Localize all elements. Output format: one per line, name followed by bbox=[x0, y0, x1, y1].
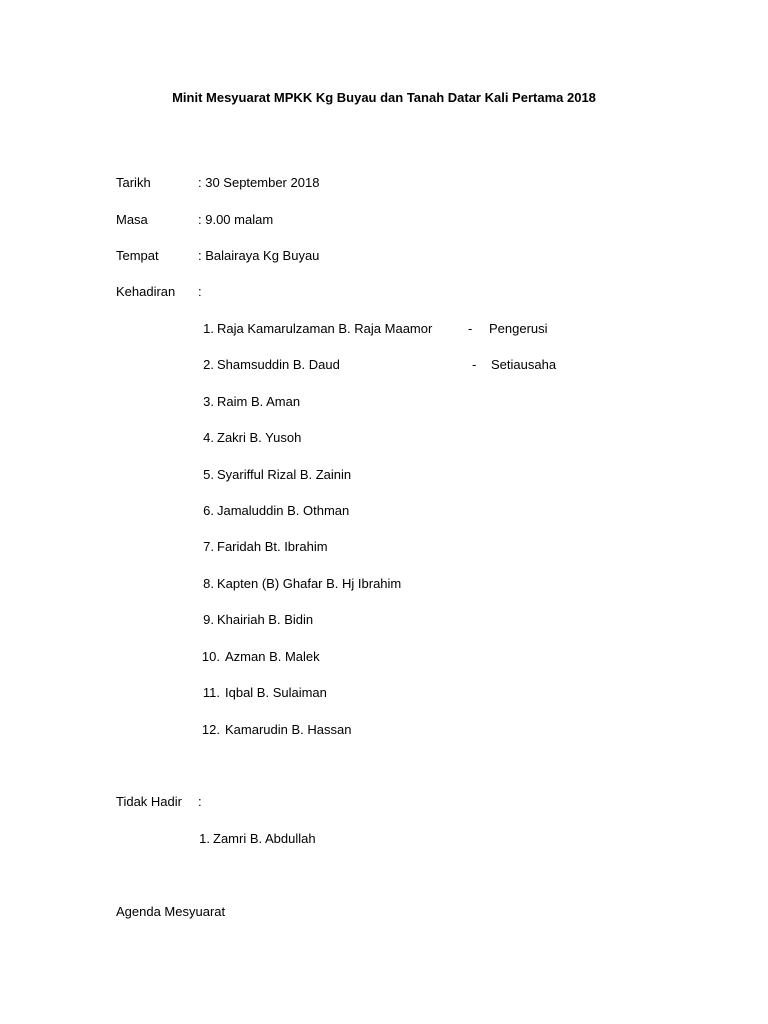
attendee-name: Zakri B. Yusoh bbox=[217, 430, 302, 445]
field-value-kehadiran: : bbox=[198, 284, 202, 299]
field-label-tarikh: Tarikh bbox=[116, 175, 151, 190]
field-label-tempat: Tempat bbox=[116, 248, 159, 263]
attendee-role: Pengerusi bbox=[489, 321, 548, 336]
attendee-name: Azman B. Malek bbox=[225, 649, 320, 664]
attendee-role-dash: - bbox=[472, 357, 477, 372]
attendee-name: Kapten (B) Ghafar B. Hj Ibrahim bbox=[217, 576, 402, 591]
attendee-name: Raim B. Aman bbox=[217, 394, 301, 409]
absent-colon: : bbox=[198, 794, 202, 809]
field-value-masa: : 9.00 malam bbox=[198, 212, 274, 227]
attendee-name: Faridah Bt. Ibrahim bbox=[217, 539, 328, 554]
attendee-name: Kamarudin B. Hassan bbox=[225, 722, 352, 737]
field-value-tempat: : Balairaya Kg Buyau bbox=[198, 248, 320, 263]
attendee-number: 6. bbox=[203, 503, 214, 518]
agenda-heading: Agenda Mesyuarat bbox=[116, 904, 226, 919]
field-label-masa: Masa bbox=[116, 212, 148, 227]
attendee-name: Syarifful Rizal B. Zainin bbox=[217, 467, 352, 482]
attendee-name: Iqbal B. Sulaiman bbox=[225, 685, 327, 700]
attendee-number: 1. bbox=[203, 321, 214, 336]
attendee-number: 8. bbox=[203, 576, 214, 591]
attendee-number: 7. bbox=[203, 539, 214, 554]
attendee-number: 9. bbox=[203, 612, 214, 627]
attendee-number: 11. bbox=[202, 685, 220, 700]
attendee-number: 2. bbox=[203, 357, 214, 372]
attendee-number: 3. bbox=[203, 394, 214, 409]
attendee-name: Jamaluddin B. Othman bbox=[217, 503, 350, 518]
field-value-tarikh: : 30 September 2018 bbox=[198, 175, 320, 190]
attendee-number: 10. bbox=[201, 649, 220, 664]
absent-number: 1. bbox=[199, 831, 210, 846]
document-title: Minit Mesyuarat MPKK Kg Buyau dan Tanah Datar Kali Pertama 2018 bbox=[172, 90, 596, 105]
attendee-number: 4. bbox=[203, 430, 214, 445]
field-label-kehadiran: Kehadiran bbox=[116, 284, 176, 299]
attendee-role: Setiausaha bbox=[491, 357, 557, 372]
attendee-name: Raja Kamarulzaman B. Raja Maamor bbox=[217, 321, 433, 336]
attendee-number: 5. bbox=[203, 467, 214, 482]
attendee-number: 12. bbox=[201, 722, 220, 737]
attendee-role-dash: - bbox=[468, 321, 473, 336]
absent-label: Tidak Hadir bbox=[116, 794, 182, 809]
attendee-name: Shamsuddin B. Daud bbox=[217, 357, 340, 372]
attendee-name: Khairiah B. Bidin bbox=[217, 612, 314, 627]
absent-name: Zamri B. Abdullah bbox=[213, 831, 316, 846]
